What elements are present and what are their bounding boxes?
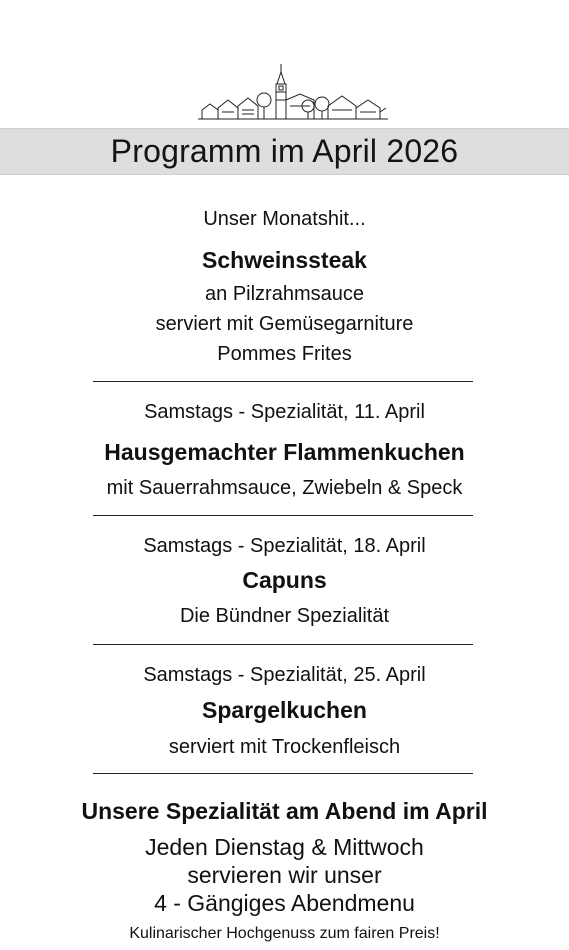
special-dish: Hausgemachter Flammenkuchen	[104, 439, 465, 465]
special-description: mit Sauerrahmsauce, Zwiebeln & Speck	[106, 477, 463, 499]
monthly-dish: Schweinssteak	[202, 247, 367, 273]
title-banner	[0, 128, 569, 175]
special-dish: Spargelkuchen	[202, 697, 367, 723]
village-skyline-icon	[196, 62, 390, 122]
evening-line: Jeden Dienstag & Mittwoch	[145, 834, 424, 860]
monthly-intro: Unser Monatshit...	[203, 208, 366, 230]
divider	[93, 515, 473, 516]
evening-line: servieren wir unser	[187, 862, 382, 888]
special-description: Die Bündner Spezialität	[179, 605, 389, 627]
special-dish: Capuns	[242, 567, 327, 593]
monthly-line: an Pilzrahmsauce	[205, 283, 364, 305]
special-label: Samstags - Spezialität, 18. April	[143, 535, 426, 557]
monthly-line: serviert mit Gemüsegarniture	[155, 313, 414, 335]
monthly-line: Pommes Frites	[217, 343, 352, 365]
divider	[93, 644, 473, 645]
special-label: Samstags - Spezialität, 11. April	[144, 401, 425, 423]
special-label: Samstags - Spezialität, 25. April	[143, 664, 426, 686]
evening-tagline: Kulinarischer Hochgenuss zum fairen Preis!	[129, 925, 440, 942]
divider	[93, 381, 473, 382]
evening-heading: Unsere Spezialität am Abend im April	[81, 798, 488, 824]
special-description: serviert mit Trockenfleisch	[168, 736, 401, 758]
evening-line: 4 - Gängiges Abendmenu	[154, 890, 415, 916]
divider	[93, 773, 473, 774]
page-title: Programm im April 2026	[110, 133, 459, 169]
